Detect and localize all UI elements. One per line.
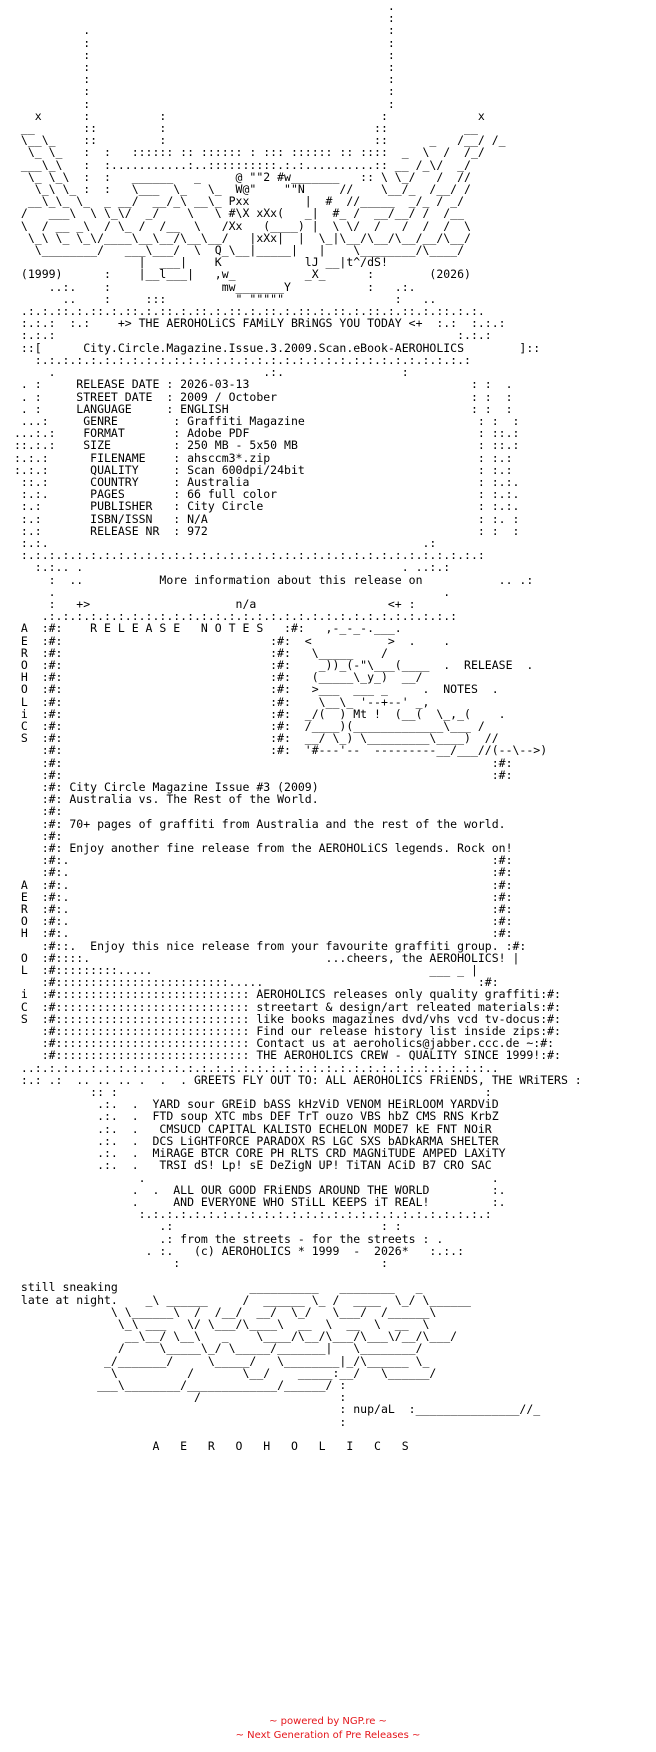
greets-row: .:. . CMSUCD CAPITAL KALISTO ECHELON MODE7 kE FNT NOiR (14, 1121, 492, 1136)
top-logo-art-line: ___\_\ : :...........:..::::::::::.:.:..........:: __ /_\/ _/ (14, 157, 471, 172)
top-logo-art-line: : : (14, 60, 395, 75)
frame-line: :#:. :#: (14, 853, 513, 868)
top-logo-art-line: \_\ \_ \_\/____\__\__/\__\__/ |xXx| | \_|\__/\__/\__/__/\__/ (14, 230, 471, 245)
frame-line: :#: :#: (14, 767, 513, 782)
notes-art-line: E :#: :#: < > . . (14, 633, 451, 648)
bottom-logo-art-line: / : (14, 1390, 347, 1405)
release-field-row: :.: ISBN/ISSN : N/A : :. : (14, 511, 520, 526)
bottom-logo-art-line: : (14, 1414, 347, 1429)
more-info-value: : +> n/a <+ : (14, 596, 416, 611)
greets-row: .:. . MiRAGE BTCR CORE PH RLTS CRD MAGNiTUDE AMPED LAXiTY (14, 1146, 506, 1161)
top-logo-art-line: : : (14, 72, 395, 87)
frame-line: :.:.. . . ..:.: (14, 560, 451, 575)
frame-line: :.:. .: (14, 535, 437, 550)
top-logo-art-line: . (14, 0, 395, 13)
frame-line: .:.:.:.:.:.:.:.:.:.:.:.:.:.:.:.:.:.:.:.:.:.:.:.:.:.:.:.:.:.: (14, 609, 458, 624)
frame-line: . . (14, 1170, 499, 1185)
greets-row: .:. . DCS LiGHTFORCE PARADOX RS LGC SXS bADkARMA SHELTER (14, 1133, 499, 1148)
aeroholics-signature: A E R O H O L I C S (14, 1438, 409, 1453)
top-logo-art-line: __ :: : :: __ (14, 121, 478, 136)
crew-info-line: :#:::::::::::::::::::::::::::: Contact us at aeroholics@jabber.ccc.de ~:#: (14, 1036, 555, 1051)
top-logo-art-line: \__\_ :: : :: _ /__/ /_ (14, 133, 506, 148)
nfo-text-block (14, 0, 582, 1452)
release-field-row: :.:.: FILENAME : ahsccm3*.zip : :.: (14, 450, 520, 465)
top-logo-art-line: __\_\_ \_ _ __/ __/_\ __\_ Pxx | # //_____ _/_ / _/ (14, 194, 465, 209)
top-logo-art-line: \ / __ _\ / \_ / /__ \ /Xx (____) | \ \/ / / / / \ (14, 218, 471, 233)
release-field-row: ::.:.: SIZE : 250 MB - 5x50 MB : ::.: (14, 438, 520, 453)
release-field-row: :.: PUBLISHER : City Circle : :.:. (14, 499, 520, 514)
sneaking-line: late at night. _\ ______ / ______ \_ / ____ \_/ \______ (14, 1292, 471, 1307)
ngp-tagline: ~ Next Generation of Pre Releases ~ (235, 1730, 421, 1741)
footer (0, 1715, 656, 1743)
powered-by-link[interactable]: ~ powered by NGP.re ~ (269, 1716, 387, 1727)
release-field-row: :.:.: QUALITY : Scan 600dpi/24bit : :.: (14, 462, 520, 477)
cheers-line: O :#::::. ...cheers, the AEROHOLICS! | (14, 950, 520, 965)
frame-line: : : (14, 1255, 388, 1270)
side-letter-line: A :#:. :#: (14, 877, 513, 892)
top-logo-art-line: \_ \_\ : : ______ _ @ ""2 #w_______ :: \ \_/ / // (14, 169, 471, 184)
copyright-line: . :. (c) AEROHOLICS * 1999 - 2026* :.:.: (14, 1243, 465, 1258)
frame-line: L :#:::::::::..... ___ _ | (14, 963, 478, 978)
top-logo-art-line: \________/ ___\___/ \ Q_\__|_____| | \________/\____/ (14, 243, 465, 258)
bottom-logo-art-line: \_\ ___ \/ \___/\____\ __ \ __ \ __ \ (14, 1316, 430, 1331)
frame-line: :#: :#: (14, 755, 513, 770)
release-field-row: ...: GENRE : Graffiti Magazine : : : (14, 413, 520, 428)
enjoy-line: :#::. Enjoy this nice release from your favourite graffiti group. :#: (14, 938, 527, 953)
notes-art-line: C :#: :#: /____)(_____________\___ / (14, 718, 485, 733)
top-logo-art-line: ..:. : mw_______Y : .:. (14, 279, 416, 294)
frame-line: . . (14, 584, 451, 599)
release-notes-text: :#: Enjoy another fine release from the AEROHOLiCS legends. Rock on! (14, 841, 513, 856)
bottom-logo-art-line: : nup/aL :_______________//_ (14, 1402, 541, 1417)
notes-art-line: O :#: :#: >___ ___ _ . NOTES . (14, 682, 499, 697)
release-field-row: . : STREET DATE : 2009 / October : : : (14, 389, 513, 404)
top-logo-art-line: : : (14, 96, 395, 111)
frame-line: :: : : (14, 1085, 492, 1100)
bottom-logo-art-line: __\__/ \__\ _ \____/\__/\___/\___\/__/\___/ (14, 1329, 458, 1344)
greets-row: .:. . TRSI dS! Lp! sE DeZigN UP! TiTAN ACiD B7 CRO SAC (14, 1158, 492, 1173)
notes-art-line: :#: :#: '#---'-- ---------__/___//(--\-->) (14, 743, 548, 758)
release-field-row: . : LANGUAGE : ENGLISH : : : (14, 401, 513, 416)
release-notes-text: :#: (14, 828, 70, 843)
release-field-row: :.: RELEASE NR : 972 : : : (14, 523, 520, 538)
notes-art-line: i :#: :#: _/( ) Mt ! (__( \_,_( . (14, 706, 506, 721)
top-logo-art-line: / ___\ \ \_\/ _/ \ \ #\X xXx( _| #_ / __/__/ / /__ (14, 206, 465, 221)
release-notes-text: :#: (14, 804, 70, 819)
notes-art-line: O :#: :#: _))_(-"\___(____ . RELEASE . (14, 657, 534, 672)
sneaking-line: still sneaking __________ ________ _ (14, 1280, 423, 1295)
frame-line: . .:. : (14, 365, 409, 380)
crew-info-line: i :#:::::::::::::::::::::::::::: AEROHOLICS releases only quality graffiti:#: (14, 987, 561, 1002)
greets-heading: :.: .: .. .. .. . . . GREETS FLY OUT TO: ALL AEROHOLICS FRiENDS, THE WRiTERS : (14, 1072, 582, 1087)
release-notes-text: :#: City Circle Magazine Issue #3 (2009) (14, 780, 319, 794)
notes-art-line: S :#: :#: __/ \_) \_________\____) // (14, 731, 499, 746)
notes-art-line: L :#: :#: \__\_ '--+--' _, (14, 694, 430, 709)
top-logo-art-line: \_ \_ : : :::::: :: :::::: : ::: :::::: :: :::: _ \ / /_/ (14, 145, 485, 160)
bottom-logo-art-line: \ \______\ / /__/ __/ \_/ \___/ /______\ (14, 1304, 437, 1319)
top-logo-art-line: : (14, 11, 395, 26)
frame-line: :.:.: :.:.: (14, 328, 492, 343)
crew-info-line: S :#:::::::::::::::::::::::::::: like books magazines dvd/vhs vcd tv-docus:#: (14, 1011, 561, 1026)
top-logo-art-line: : : (14, 35, 395, 50)
side-letter-line: H :#:. :#: (14, 926, 513, 941)
bottom-logo-art-line: _/_______/ \_____/ \________|_/\______ \_ (14, 1353, 430, 1368)
top-logo-art-line: | ___| K lJ __|t^/dS! (14, 255, 388, 270)
frame-line: :#:::::::::::::::::::::::::..... :#: (14, 975, 499, 990)
top-logo-art-line: \_\ \_ : : \___ \_ \_ W@" ""N // \__/_ /__/ / (14, 182, 471, 197)
frame-line: :#:. :#: (14, 865, 513, 880)
family-brings-line: :.:.: :.: +> THE AEROHOLiCS FAMiLY BRiNGS YOU TODAY <+ :.: :.:.: (14, 316, 506, 331)
streets-line: .: from the streets - for the streets : . (14, 1231, 444, 1246)
frame-line: ..:.:.:.:.:.:.:.:.:.:.:.:.:.:.:.:.:.:.:.:.:.:.:.:.:.:.:.:.:.:.:.:.:.. (14, 1060, 499, 1075)
top-logo-art-line: .. : ::: " """"" : .. (14, 291, 437, 306)
release-field-row: ::.: COUNTRY : Australia : :.:. (14, 474, 520, 489)
bottom-logo-art-line: \ / \__/ _____:__/ \______/ (14, 1365, 437, 1380)
greets-row: .:. . FTD soup XTC mbs DEF TrT ouzo VBS hbZ CMS RNS KrbZ (14, 1109, 499, 1124)
notes-art-line: H :#: :#: (_____\_y_) __/ (14, 670, 423, 685)
release-field-row: . : RELEASE DATE : 2026-03-13 : : . (14, 377, 513, 392)
release-field-row: :.:. PAGES : 66 full color : :.:. (14, 487, 520, 502)
frame-line: :.:.:.:.:.:.:.:.:.:.:.:.:.:.:.:.:.:.:.:.:.:.:.:.:.: (14, 1207, 492, 1222)
frame-line: :.:.:.:.:.:.:.:.:.:.:.:.:.:.:.:.:.:.:.:.:.:.:.:.:.:.:.:.:.:.:.:.:.: (14, 548, 485, 563)
release-title: ::[ City.Circle.Magazine.Issue.3.2009.Scan.eBook-AEROHOLICS ]:: (14, 340, 541, 355)
friends-line: . . ALL OUR GOOD FRiENDS AROUND THE WORLD :. (14, 1182, 506, 1197)
crew-info-line: :#:::::::::::::::::::::::::::: Find our release history list inside zips:#: (14, 1024, 561, 1039)
notes-art-line: R :#: :#: \_____ / (14, 645, 388, 660)
greets-row: .:. . YARD sour GREiD bASS kHzViD VENOM HEiRLOOM YARDViD (14, 1097, 499, 1112)
side-letter-line: E :#:. :#: (14, 889, 513, 904)
top-logo-art-line: : : (14, 47, 395, 62)
more-info-heading: : .. More information about this release on .. .: (14, 572, 534, 587)
release-field-row: ...:.: FORMAT : Adobe PDF : ::.: (14, 426, 520, 441)
side-letter-line: R :#:. :#: (14, 902, 513, 917)
frame-line: :.:.:.:.:.:.:.:.:.:.:.:.:.:.:.:.:.:.:.:.:.:.:.:.:.:.:.:.:.:.:.: (14, 352, 471, 367)
crew-info-line: C :#:::::::::::::::::::::::::::: streetart & design/art releated materials:#: (14, 999, 561, 1014)
top-logo-art-line: (1999) : |__l___| ,w_ _X_ : (2026) (14, 267, 471, 282)
side-letter-line: O :#:. :#: (14, 914, 513, 929)
top-logo-art-line: .:.:.::.:.::.:.::.:.::.:.::.:.::.:.::.:.::.:.::.:.::.:.::.:.::.:.:. (14, 304, 485, 319)
top-logo-art-line: . : (14, 23, 395, 38)
friends-line: . AND EVERYONE WHO STiLL KEEPS iT REAL! :. (14, 1194, 506, 1209)
top-logo-art-line: x : : : x (14, 108, 485, 123)
release-notes-text: :#: 70+ pages of graffiti from Australia and the rest of the world. (14, 816, 506, 831)
frame-line: .: : : (14, 1219, 402, 1234)
release-notes-text: :#: Australia vs. The Rest of the World. (14, 792, 319, 807)
bottom-logo-art-line: ___\________/_____________/______/ : (14, 1377, 347, 1392)
release-notes-heading: A :#: R E L E A S E N O T E S :#: ,-_-_-.___. (14, 621, 402, 636)
bottom-logo-art-line: / \_____\_/ \_____/_______| \________/ (14, 1341, 423, 1356)
top-logo-art-line: : : (14, 84, 395, 99)
crew-info-line: :#:::::::::::::::::::::::::::: THE AEROHOLICS CREW - QUALITY SINCE 1999!:#: (14, 1048, 561, 1063)
